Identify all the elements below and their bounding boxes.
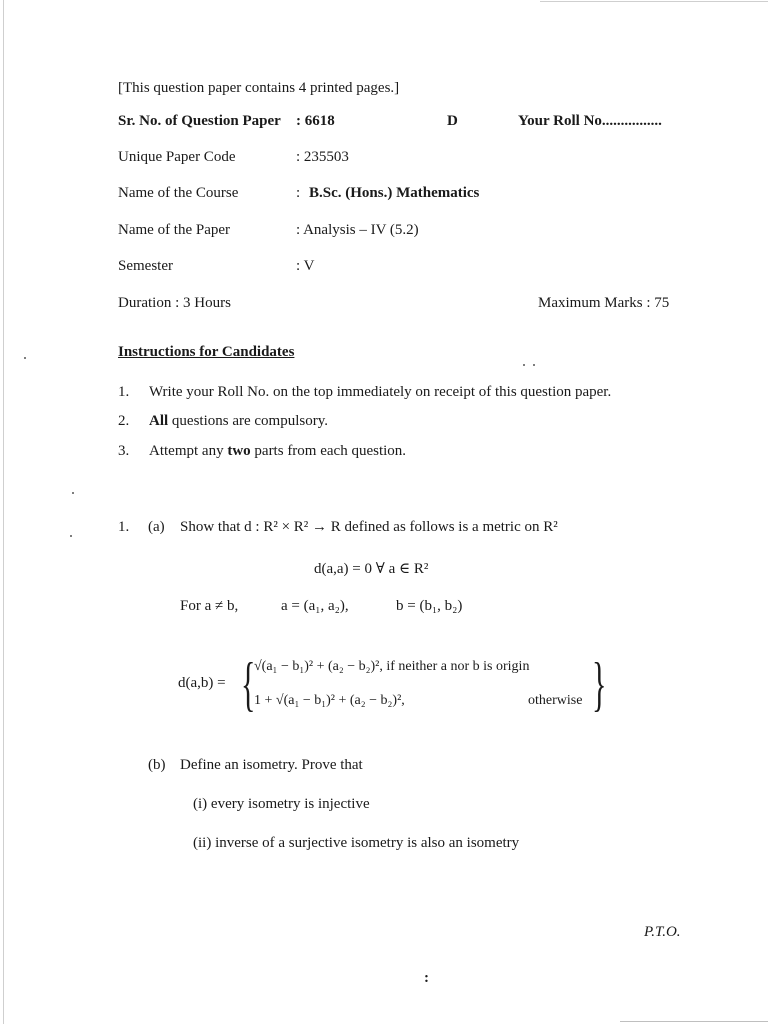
formula-lhs: d(a,b) = <box>178 675 226 691</box>
definition-a: a = (a₁, a₂), <box>281 598 349 614</box>
instruction-number: 3. <box>118 443 130 459</box>
condition-a-ne-b: For a ≠ b, <box>180 598 239 614</box>
paper-code-value: : 235503 <box>296 149 349 165</box>
instruction-pre: Attempt any <box>149 443 228 459</box>
right-brace-icon: } <box>592 651 607 717</box>
instruction-text <box>149 413 328 430</box>
page-edge-top <box>540 1 768 2</box>
instruction-emphasis: two <box>227 443 251 459</box>
formula-case-2-condition: otherwise <box>528 693 583 708</box>
piecewise-metric-formula <box>178 650 618 720</box>
course-colon: : <box>296 185 301 201</box>
instruction-rest: questions are compulsory. <box>168 413 329 429</box>
scan-speck <box>24 357 26 359</box>
instruction-number: 1. <box>118 384 130 400</box>
instruction-rest: parts from each question. <box>250 443 407 459</box>
equation-daa: d(a,a) = 0 ∀ a ∈ R² <box>314 561 429 577</box>
part-b-item-ii: (ii) inverse of a surjective isometry is also an isometry <box>193 835 520 851</box>
scan-speck <box>533 364 535 366</box>
pto-mark: P.T.O. <box>644 924 681 940</box>
sr-no-value: : 6618 <box>296 113 335 129</box>
part-a-label: (a) <box>148 519 165 535</box>
part-b-text: Define an isometry. Prove that <box>180 757 363 773</box>
page-edge-left <box>3 0 4 1024</box>
formula-case-1: √(a₁ − b₁)² + (a₂ − b₂)², if neither a nor b is origin <box>254 659 530 674</box>
left-brace-icon: { <box>241 651 256 717</box>
course-label: Name of the Course <box>118 185 239 201</box>
paper-name-value: : Analysis – IV (5.2) <box>296 222 419 238</box>
part-b-item-i: (i) every isometry is injective <box>193 796 370 812</box>
max-marks: Maximum Marks : 75 <box>538 295 670 311</box>
course-value: B.Sc. (Hons.) Mathematics <box>309 185 480 201</box>
duration: Duration : 3 Hours <box>118 295 231 311</box>
footer-mark: : <box>424 970 429 986</box>
instruction-emphasis: All <box>149 413 169 429</box>
paper-name-label: Name of the Paper <box>118 222 231 238</box>
instructions-title: Instructions for Candidates <box>118 344 295 360</box>
roll-no-field: Your Roll No................ <box>518 113 662 129</box>
part-b-label: (b) <box>148 757 166 773</box>
scan-speck <box>523 364 525 366</box>
definition-b: b = (b₁, b₂) <box>396 598 463 614</box>
part-a-text: Show that d : R² × R² → R defined as follows is a metric on R² <box>180 519 558 535</box>
scan-speck <box>70 535 72 537</box>
instruction-text: Write your Roll No. on the top immediately on receipt of this question paper. <box>149 384 612 400</box>
page-edge-bottom <box>620 1021 768 1022</box>
formula-case-2: 1 + √(a₁ − b₁)² + (a₂ − b₂)², <box>254 693 405 708</box>
semester-value: : V <box>296 258 315 274</box>
instruction-text <box>149 443 406 460</box>
question-number: 1. <box>118 519 130 535</box>
paper-set: D <box>447 113 458 129</box>
sr-no-label: Sr. No. of Question Paper <box>118 113 281 129</box>
paper-code-label: Unique Paper Code <box>118 149 236 165</box>
header-note: [This question paper contains 4 printed pages.] <box>118 80 400 96</box>
semester-label: Semester <box>118 258 173 274</box>
instruction-number: 2. <box>118 413 130 429</box>
scan-speck <box>72 492 74 494</box>
